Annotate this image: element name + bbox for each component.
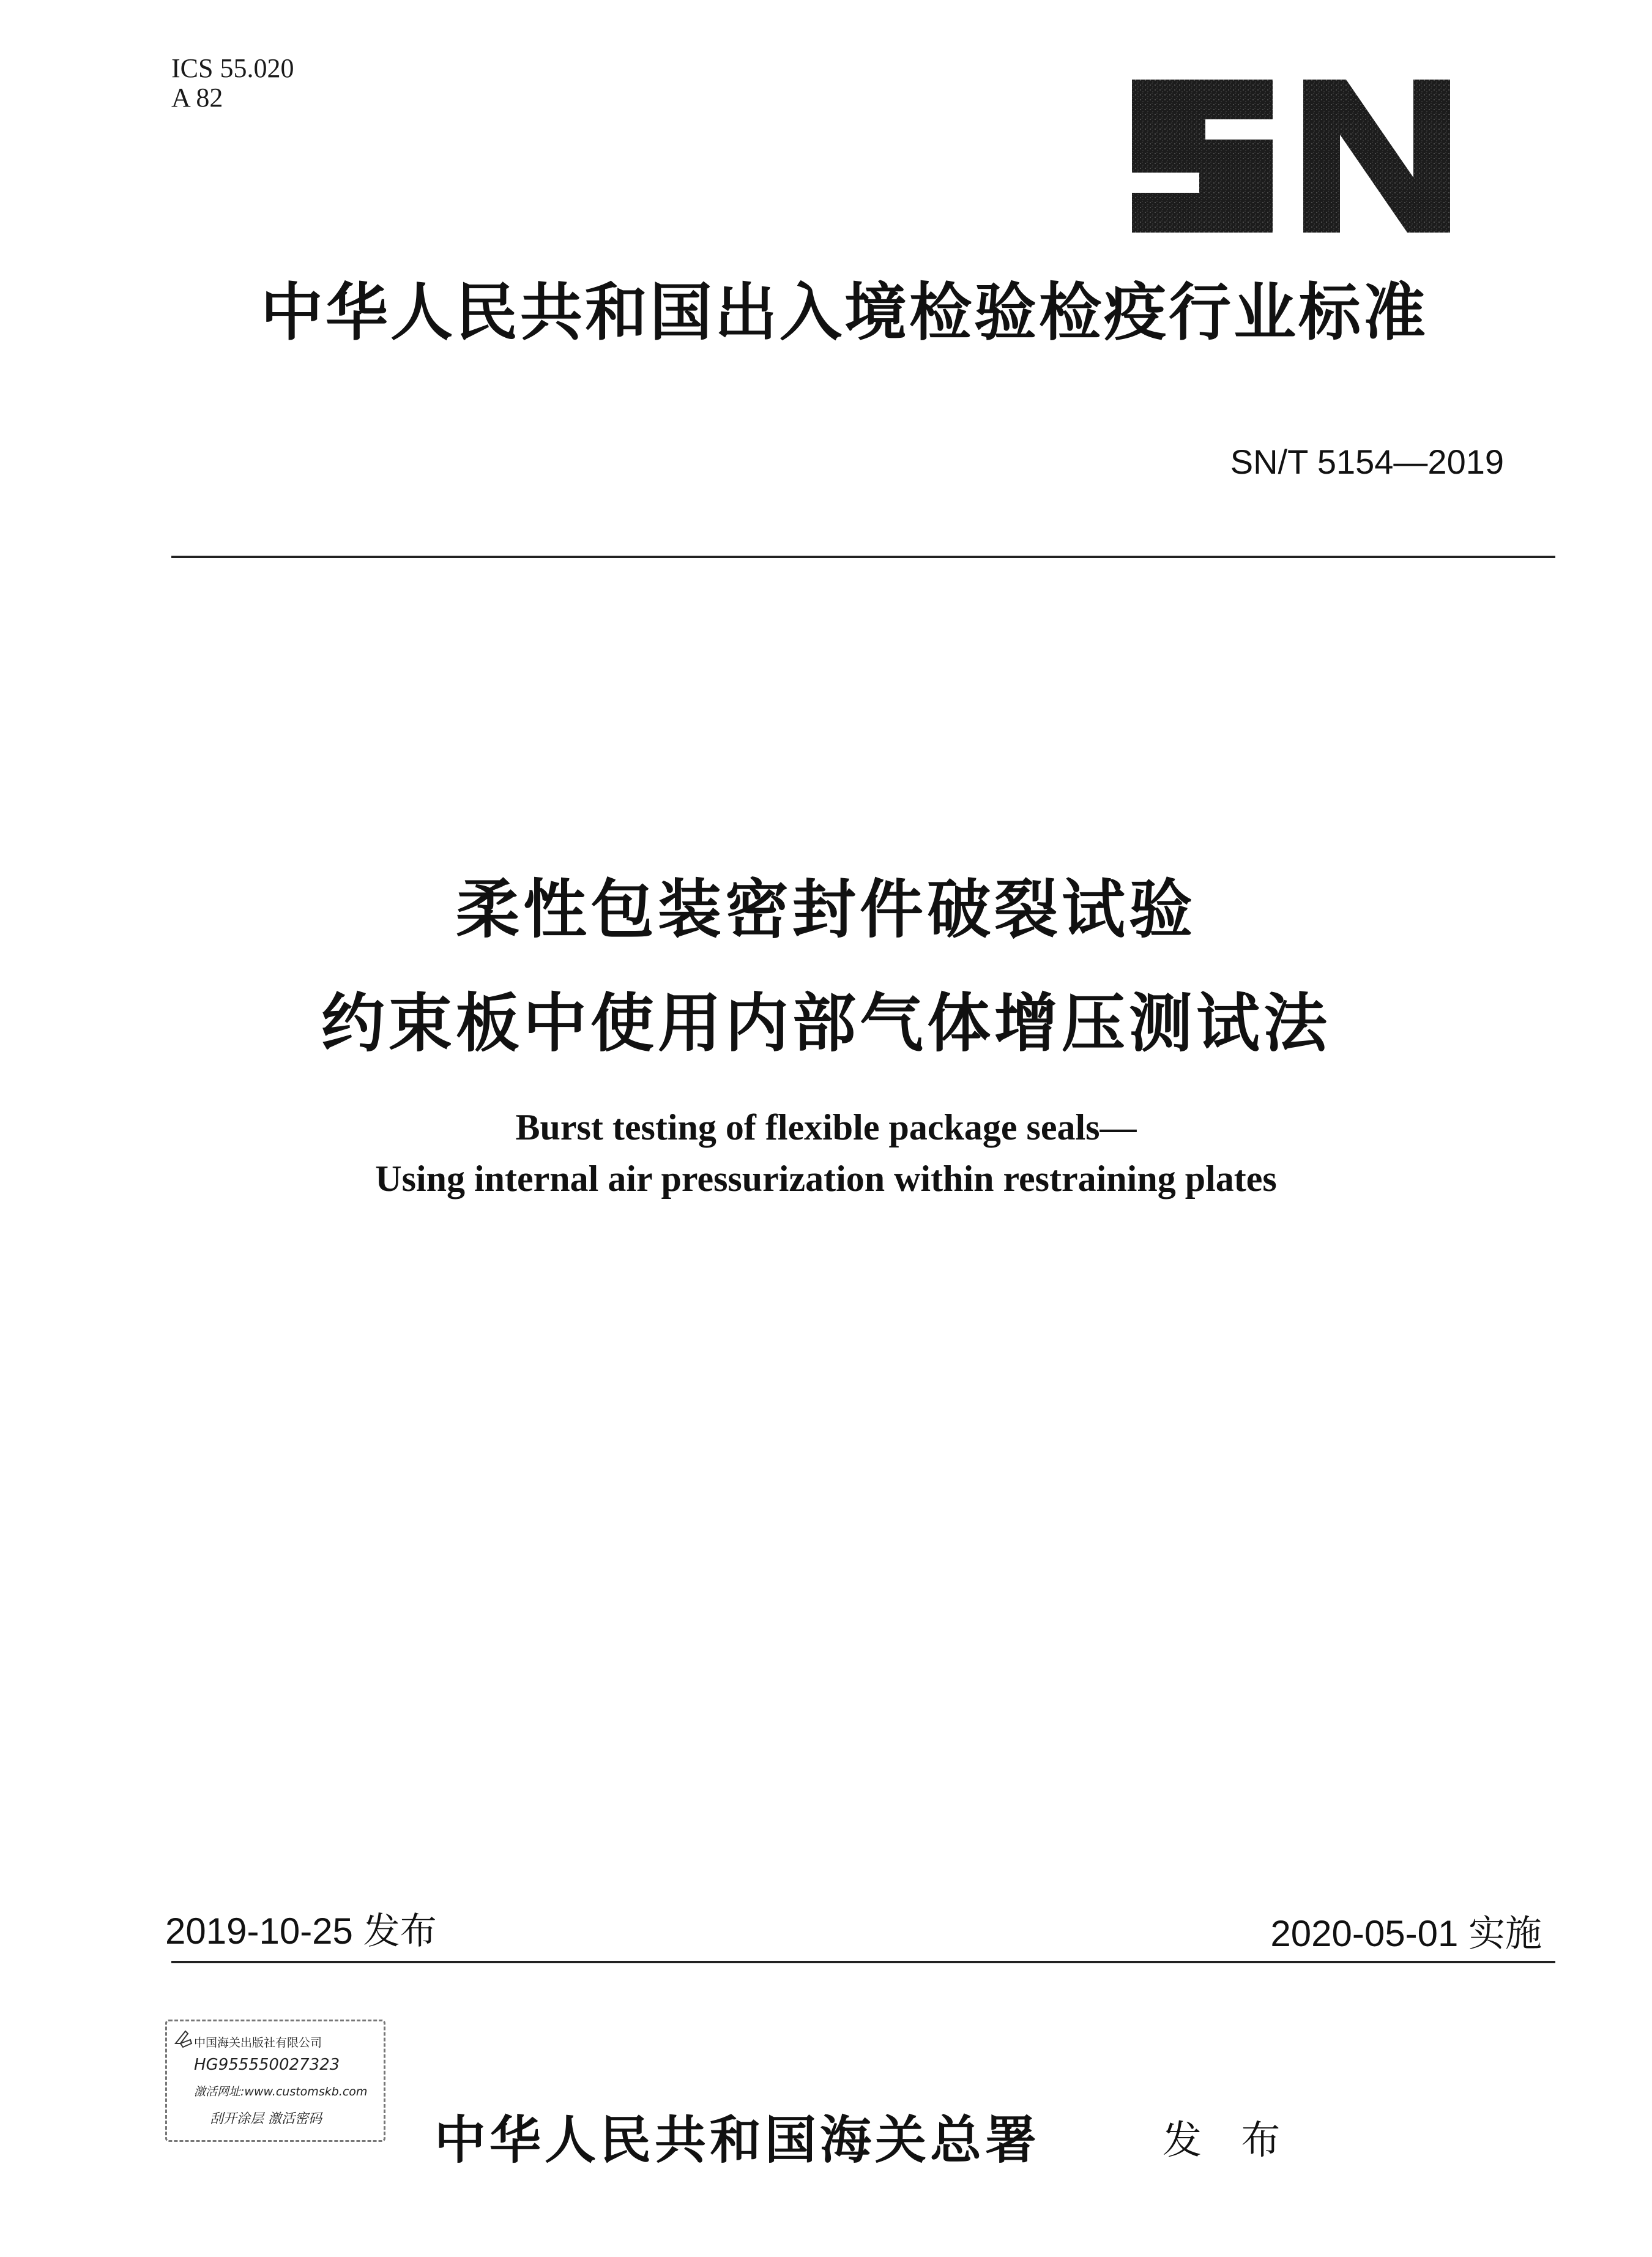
pointing-hand-icon	[172, 2025, 196, 2052]
sn-logo	[1120, 73, 1462, 239]
activation-sticker	[165, 2020, 385, 2142]
issue-date: 2019-10-25 发布	[165, 1911, 437, 1952]
sticker-publisher: 中国海关出版社有限公司	[194, 2036, 322, 2050]
cn-title-line1: 柔性包装密封件破裂试验	[455, 872, 1196, 947]
sticker-serial: HG955550027323	[194, 2056, 340, 2074]
effective-date: 2020-05-01 实施	[1270, 1913, 1542, 1954]
sticker-url: 激活网址:www.customskb.com	[194, 2085, 368, 2098]
top-divider	[171, 556, 1555, 558]
publisher-name: 中华人民共和国海关总署	[434, 2110, 1041, 2170]
standard-category-title: 中华人民共和国出入境检验检疫行业标准	[261, 277, 1428, 349]
en-title-line2: Using internal air pressurization within restraining plates	[375, 1158, 1277, 1199]
standard-number: SN/T 5154—2019	[1230, 442, 1504, 481]
classification-codes	[171, 54, 294, 113]
sticker-scratch-code: 刮开涂层 激活密码	[210, 2111, 322, 2127]
cn-title-line2: 约束板中使用内部气体增压测试法	[321, 986, 1331, 1061]
publish-label: 发 布	[1163, 2118, 1294, 2163]
ccs-code: A 82	[171, 83, 223, 113]
en-title-line1: Burst testing of flexible package seals—	[515, 1107, 1137, 1147]
bottom-divider	[171, 1961, 1555, 1963]
ics-code: ICS 55.020	[171, 53, 294, 83]
